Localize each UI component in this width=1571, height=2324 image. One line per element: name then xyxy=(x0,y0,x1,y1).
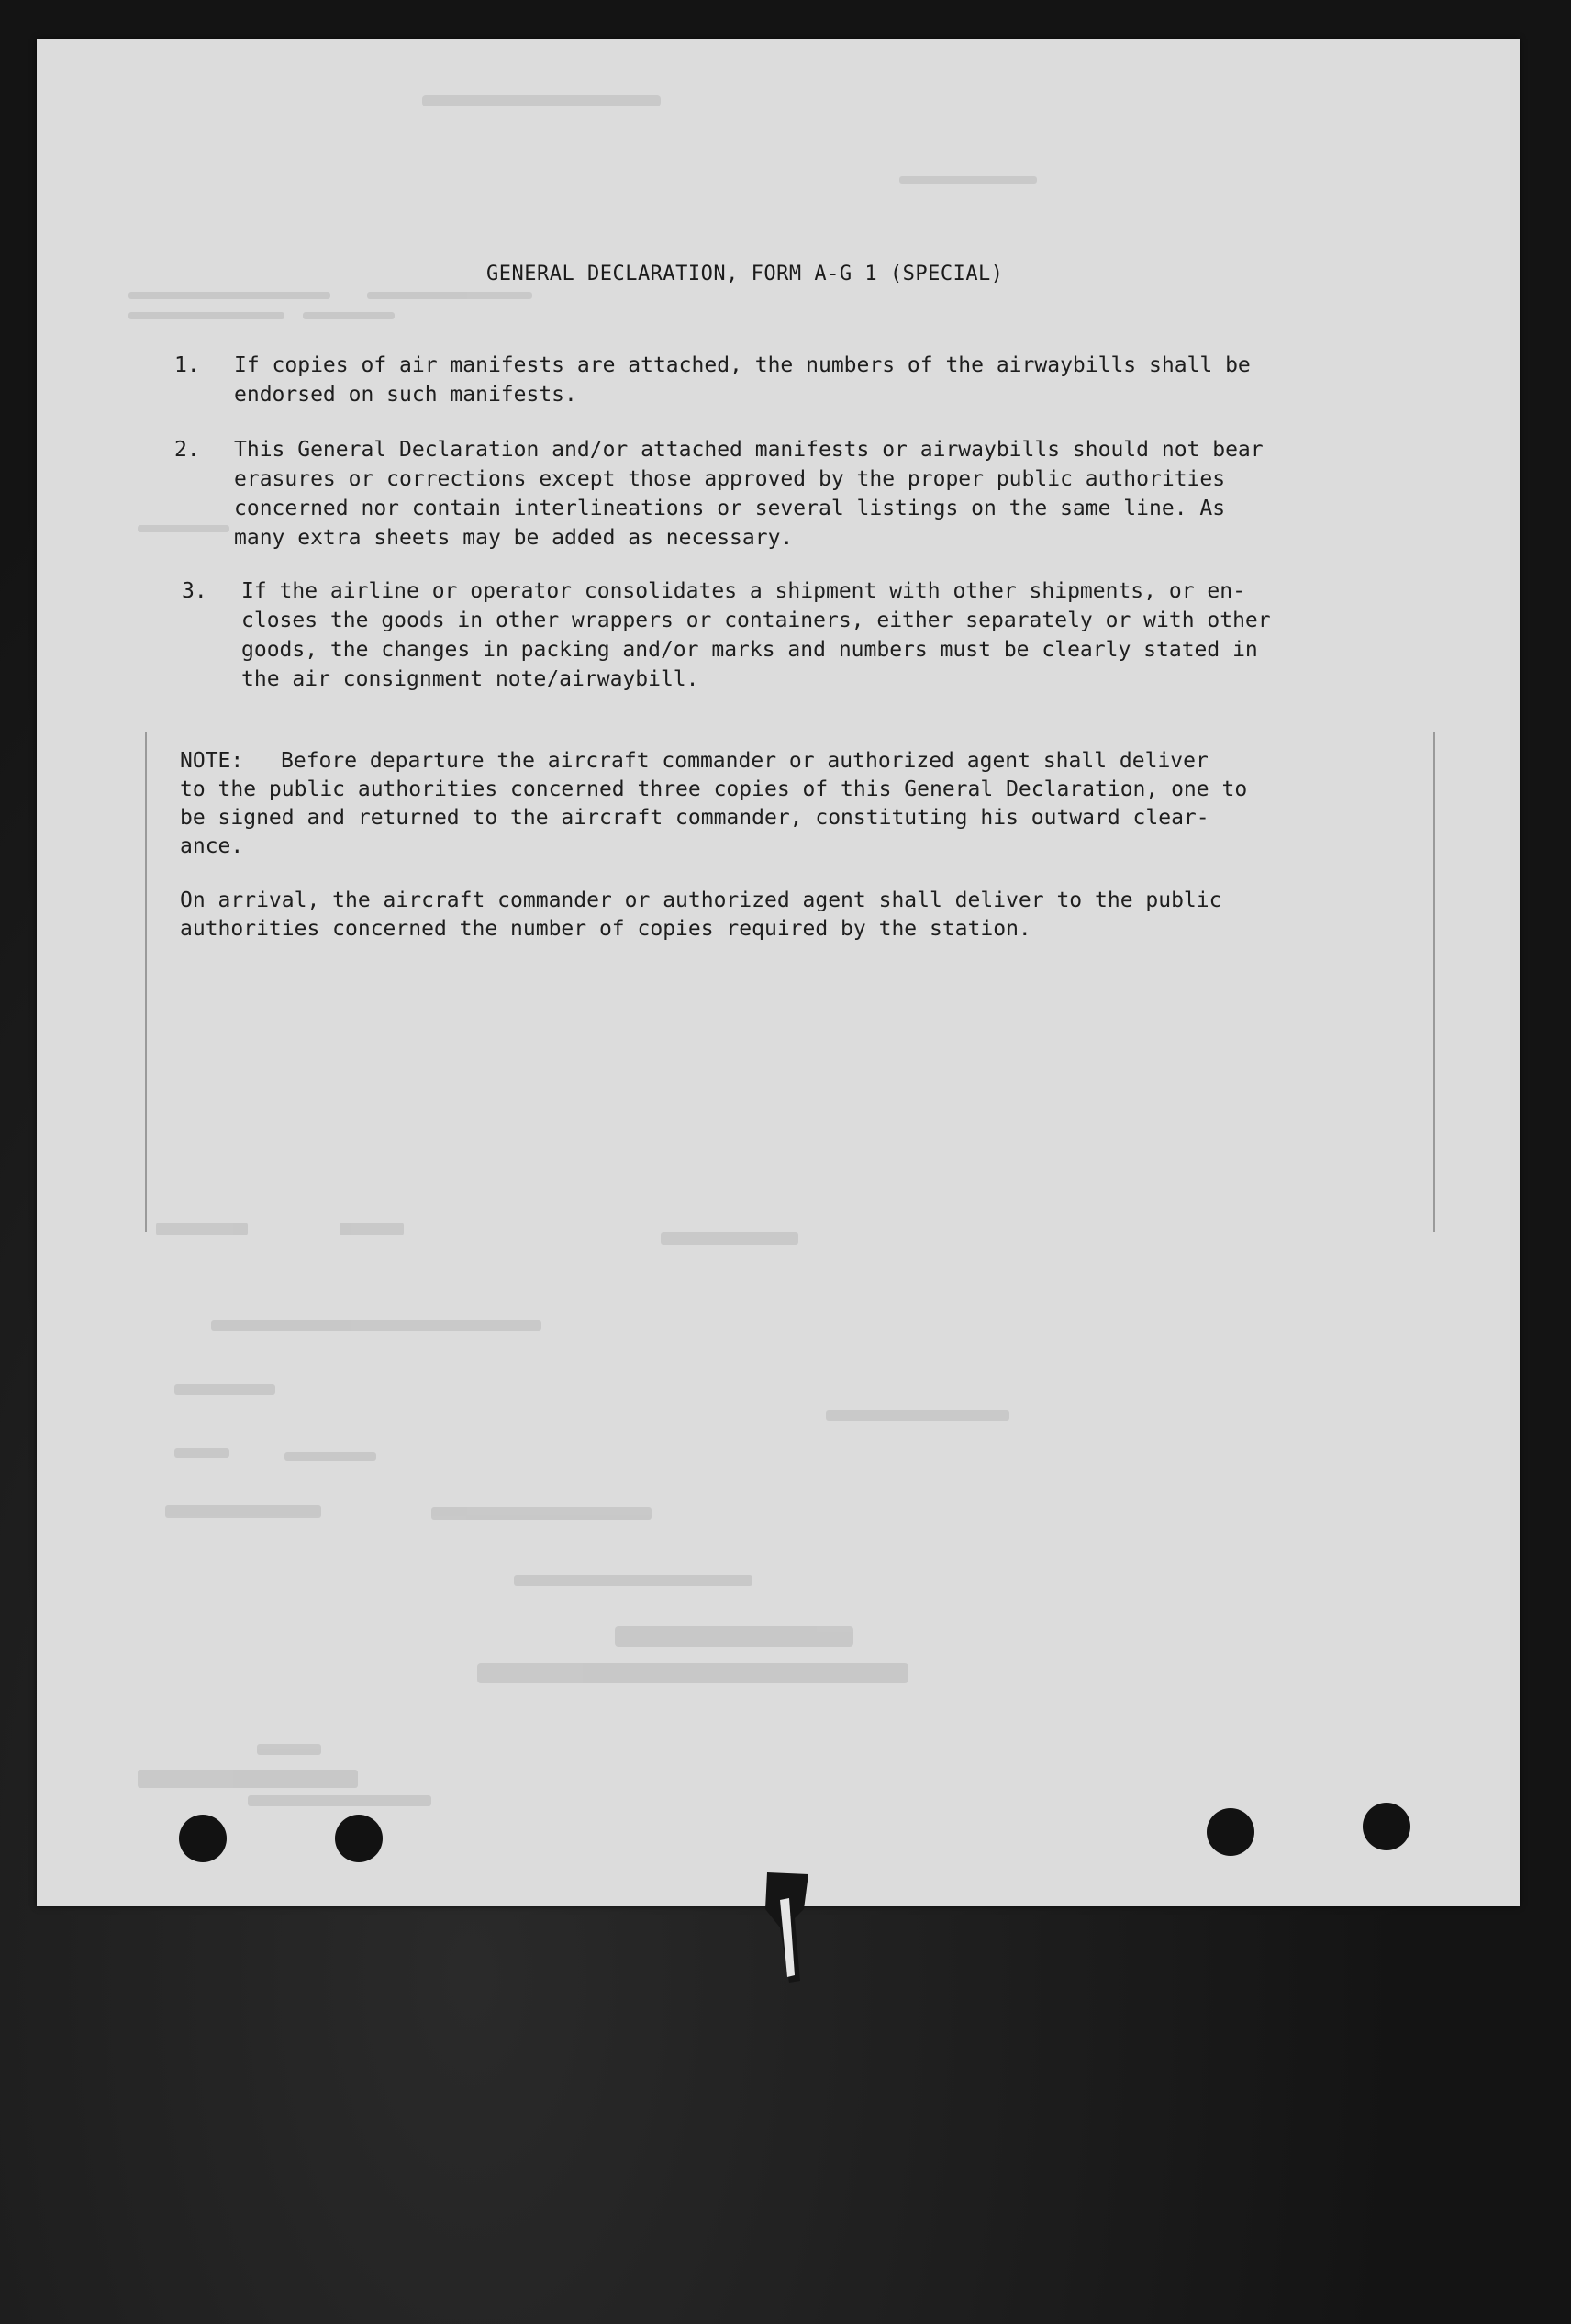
item-line: erasures or corrections except those approved by the proper public authorities xyxy=(234,467,1226,491)
document-title: GENERAL DECLARATION, FORM A-G 1 (SPECIAL) xyxy=(486,263,1004,285)
note-line: ance. xyxy=(180,834,244,858)
item-line: If the airline or operator consolidates a shipment with other shipments, or en- xyxy=(241,579,1245,603)
item-number: 3. xyxy=(182,579,207,603)
item-line: the air consignment note/airwaybill. xyxy=(241,667,699,691)
item-line: If copies of air manifests are attached, the numbers of the airwaybills shall be xyxy=(234,353,1251,377)
document-page xyxy=(37,39,1520,1906)
item-line: many extra sheets may be added as necessary. xyxy=(234,526,794,550)
item-line: closes the goods in other wrappers or containers, either separately or with other xyxy=(241,609,1271,632)
note-line: to the public authorities concerned three copies of this General Declaration, one to xyxy=(180,777,1248,801)
bleed-through-box-right xyxy=(1433,732,1435,1232)
item-line: concerned nor contain interlineations or several listings on the same line. As xyxy=(234,497,1226,520)
item-text xyxy=(234,435,1409,553)
item-number: 2. xyxy=(174,438,200,462)
punch-hole xyxy=(179,1815,227,1862)
punch-hole xyxy=(1207,1808,1254,1856)
note-line: Before departure the aircraft commander or authorized agent shall deliver xyxy=(281,749,1209,773)
note-first-line xyxy=(180,747,1247,776)
note-paragraph xyxy=(180,747,1247,861)
punch-hole xyxy=(335,1815,383,1862)
note-line: be signed and returned to the aircraft commander, constituting his outward clear- xyxy=(180,806,1209,830)
paper-tear-fragment xyxy=(758,1872,813,1983)
item-line: This General Declaration and/or attached manifests or airwaybills should not bear xyxy=(234,438,1264,462)
bleed-through-box-left xyxy=(145,732,147,1232)
bleed-through-marks xyxy=(37,39,1520,1906)
note-label: NOTE: xyxy=(180,749,244,773)
item-line: endorsed on such manifests. xyxy=(234,383,577,407)
punch-hole xyxy=(1363,1803,1410,1850)
arrival-line: On arrival, the aircraft commander or authorized agent shall deliver to the public xyxy=(180,888,1222,912)
arrival-line: authorities concerned the number of copies required by the station. xyxy=(180,917,1031,941)
arrival-paragraph xyxy=(180,887,1221,944)
item-number: 1. xyxy=(174,353,200,377)
item-text xyxy=(241,576,1416,694)
item-text xyxy=(234,351,1409,409)
item-line: goods, the changes in packing and/or marks and numbers must be clearly stated in xyxy=(241,638,1258,662)
